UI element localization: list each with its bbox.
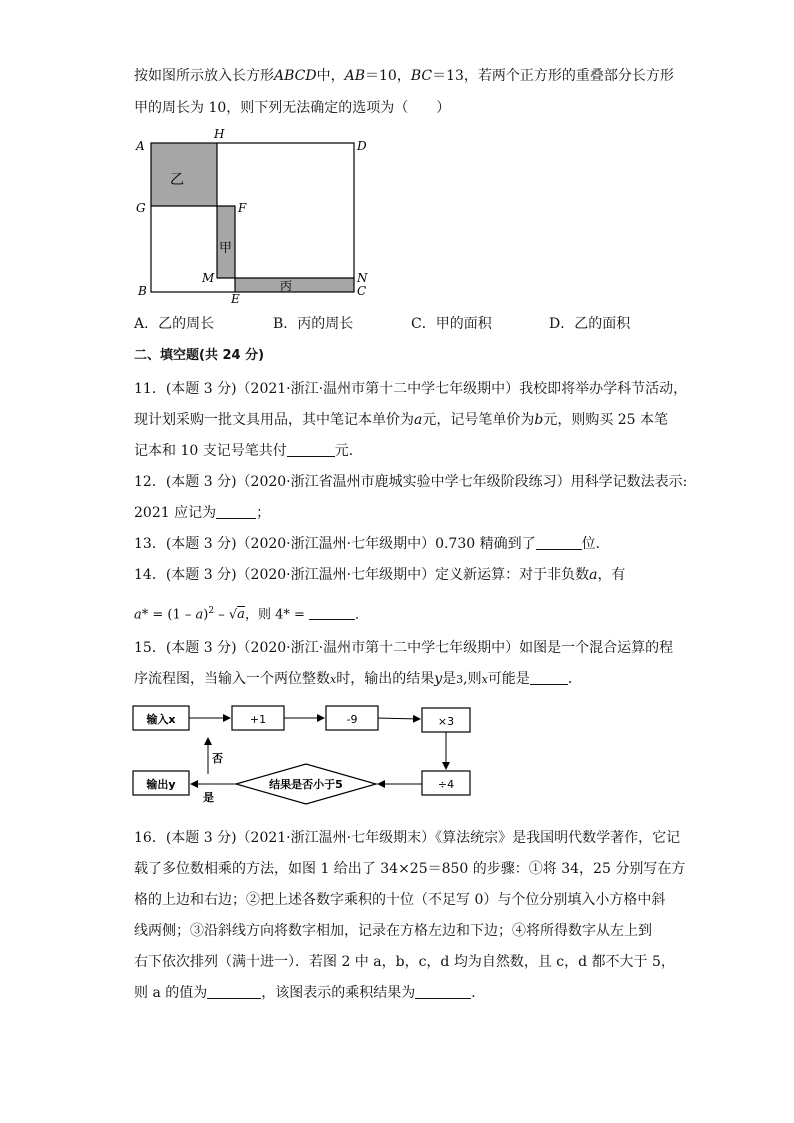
formula-var: a xyxy=(195,607,204,623)
region-yi xyxy=(151,143,217,206)
q11-text: 元，则购买 25 本笔 xyxy=(543,412,669,428)
q12-line-1: 12．(本题 3 分)（2020·浙江省温州市鹿城实验中学七年级阶段练习）用科学记数法表示: xyxy=(134,474,688,490)
q10-text: 按如图所示放入长方形 xyxy=(134,68,274,84)
minus9-label: -9 xyxy=(346,713,358,726)
yes-label: 是 xyxy=(203,791,214,804)
q11-line-2 xyxy=(134,410,668,430)
label-yi: 乙 xyxy=(170,172,184,188)
flow-chart xyxy=(128,700,478,808)
no-label: 否 xyxy=(212,752,223,765)
q12-text: ； xyxy=(256,505,271,521)
option-d[interactable]: D．乙的面积 xyxy=(549,316,631,332)
output-label: 输出y xyxy=(146,778,176,791)
q15-line-2 xyxy=(134,669,582,690)
sqrt-symbol: √ xyxy=(228,607,238,623)
formula-text: ． xyxy=(355,607,369,623)
ab-label: AB xyxy=(344,68,366,84)
answer-blank[interactable] xyxy=(536,535,582,550)
q11-text: 元． xyxy=(334,443,363,459)
formula-text: ，则 4* = xyxy=(244,607,309,623)
formula-exponent: 2 xyxy=(208,606,215,616)
q10-line-1 xyxy=(134,66,674,86)
q16-text: ． xyxy=(471,985,486,1001)
answer-blank[interactable] xyxy=(287,442,335,457)
q16-line-3: 格的上边和右边；②把上述各数字乘积的十位（不足写 0）与个位分别填入小方格中斜 xyxy=(134,892,666,908)
formula-var: a xyxy=(134,607,142,623)
answer-blank[interactable] xyxy=(207,984,261,999)
q15-text: 是 xyxy=(442,671,457,687)
q14-text: ，有 xyxy=(597,567,626,583)
point-g: G xyxy=(136,201,146,215)
q15-text: 可能是 xyxy=(487,671,530,687)
value-3: 3 xyxy=(456,673,464,686)
point-b: B xyxy=(138,284,147,298)
q13-line xyxy=(134,534,610,554)
bc-label: BC xyxy=(410,68,433,84)
rectangle-figure xyxy=(130,122,380,304)
point-m: M xyxy=(202,271,215,285)
answer-blank[interactable] xyxy=(216,504,256,519)
var-y: y xyxy=(434,671,443,687)
point-e: E xyxy=(231,292,240,304)
point-a: A xyxy=(136,139,145,153)
var-a: a xyxy=(414,412,423,428)
q10-text: 中， xyxy=(316,68,345,84)
option-a[interactable]: A．乙的周长 xyxy=(134,316,215,332)
point-h: H xyxy=(214,127,225,141)
plus1-label: +1 xyxy=(249,713,267,726)
q16-line-5: 右下依次排列（满十进一）．若图 2 中 a，b，c，d 均为自然数，且 c，d 都不大于 5， xyxy=(134,954,675,970)
q16-line-4: 线两侧；③沿斜线方向将数字相加，记录在方格左边和下边；④将所得数字从左上到 xyxy=(134,923,652,939)
answer-blank[interactable] xyxy=(309,605,355,620)
label-bing: 丙 xyxy=(280,279,293,293)
q11-text: 元，记号笔单价为 xyxy=(422,412,535,428)
q10-line-2: 甲的周长为 10，则下列无法确定的选项为（ ） xyxy=(134,100,451,116)
answer-blank[interactable] xyxy=(415,984,471,999)
q16-line-2: 载了多位数相乘的方法，如图 1 给出了 34×25＝850 的步骤：①将 34，25 分别写在方 xyxy=(134,861,686,877)
point-c: C xyxy=(357,284,367,298)
q16-text: ，该图表示的乘积结果为 xyxy=(261,985,416,1001)
section-heading: 二、填空题(共 24 分) xyxy=(134,348,265,363)
q12-line-2 xyxy=(134,503,270,523)
decision-label: 结果是否小于5 xyxy=(269,778,343,791)
label-jia: 甲 xyxy=(219,241,233,256)
q16-line-1: 16．(本题 3 分)（2021·浙江温州·七年级期末）《算法统宗》是我国明代数学著作，它记 xyxy=(134,830,681,846)
var-x: x xyxy=(481,673,488,686)
q14-line-1 xyxy=(134,565,625,585)
q14-text: 14．(本题 3 分)（2020·浙江温州·七年级期中）定义新运算：对于非负数 xyxy=(134,567,590,583)
option-c[interactable]: C．甲的面积 xyxy=(411,316,492,332)
ab-value: ＝10， xyxy=(365,68,411,84)
region-bing xyxy=(235,278,354,292)
q11-line-1: 11．(本题 3 分)（2021·浙江·温州市第十二中学七年级期中）我校即将举办学科节活动， xyxy=(134,381,688,397)
q12-text: 2021 应记为 xyxy=(134,505,217,521)
div4-label: ÷4 xyxy=(437,778,455,791)
q15-text: 时，输出的结果 xyxy=(336,671,435,687)
formula-text: * = (1 – xyxy=(141,607,196,623)
q15-text: 序流程图，当输入一个两位整数 xyxy=(134,671,330,687)
formula-text: ) xyxy=(203,607,209,623)
input-label: 输入x xyxy=(146,713,176,726)
point-n: N xyxy=(357,271,368,285)
sqrt-radicand: a xyxy=(237,607,245,623)
q15-text: ,则 xyxy=(463,671,482,687)
times3-label: ×3 xyxy=(437,715,455,728)
q11-line-3 xyxy=(134,441,363,461)
var-b: b xyxy=(534,412,544,428)
q13-text: 13．(本题 3 分)（2020·浙江温州·七年级期中）0.730 精确到了 xyxy=(134,536,536,552)
q11-text: 现计划采购一批文具用品，其中笔记本单价为 xyxy=(134,412,414,428)
var-a: a xyxy=(589,567,598,583)
bc-value: ＝13，若两个正方形的重叠部分长方形 xyxy=(432,68,674,84)
point-d: D xyxy=(357,139,367,153)
option-b[interactable]: B．丙的周长 xyxy=(273,316,354,332)
answer-blank[interactable] xyxy=(530,670,568,685)
q13-text: 位． xyxy=(581,536,610,552)
q15-line-1: 15．(本题 3 分)（2020·浙江·温州市第十二中学七年级期中）如图是一个混合运算的程 xyxy=(134,640,674,656)
q14-formula xyxy=(134,601,368,625)
point-f: F xyxy=(238,201,247,215)
q15-text: ． xyxy=(567,671,582,687)
var-x: x xyxy=(330,673,337,686)
q11-text: 记本和 10 支记号笔共付 xyxy=(134,443,287,459)
rect-name: ABCD xyxy=(274,68,317,84)
q10-options xyxy=(134,314,654,334)
formula-text: – xyxy=(214,607,229,623)
q16-text: 则 a 的值为 xyxy=(134,985,208,1001)
q16-line-6 xyxy=(134,983,485,1003)
